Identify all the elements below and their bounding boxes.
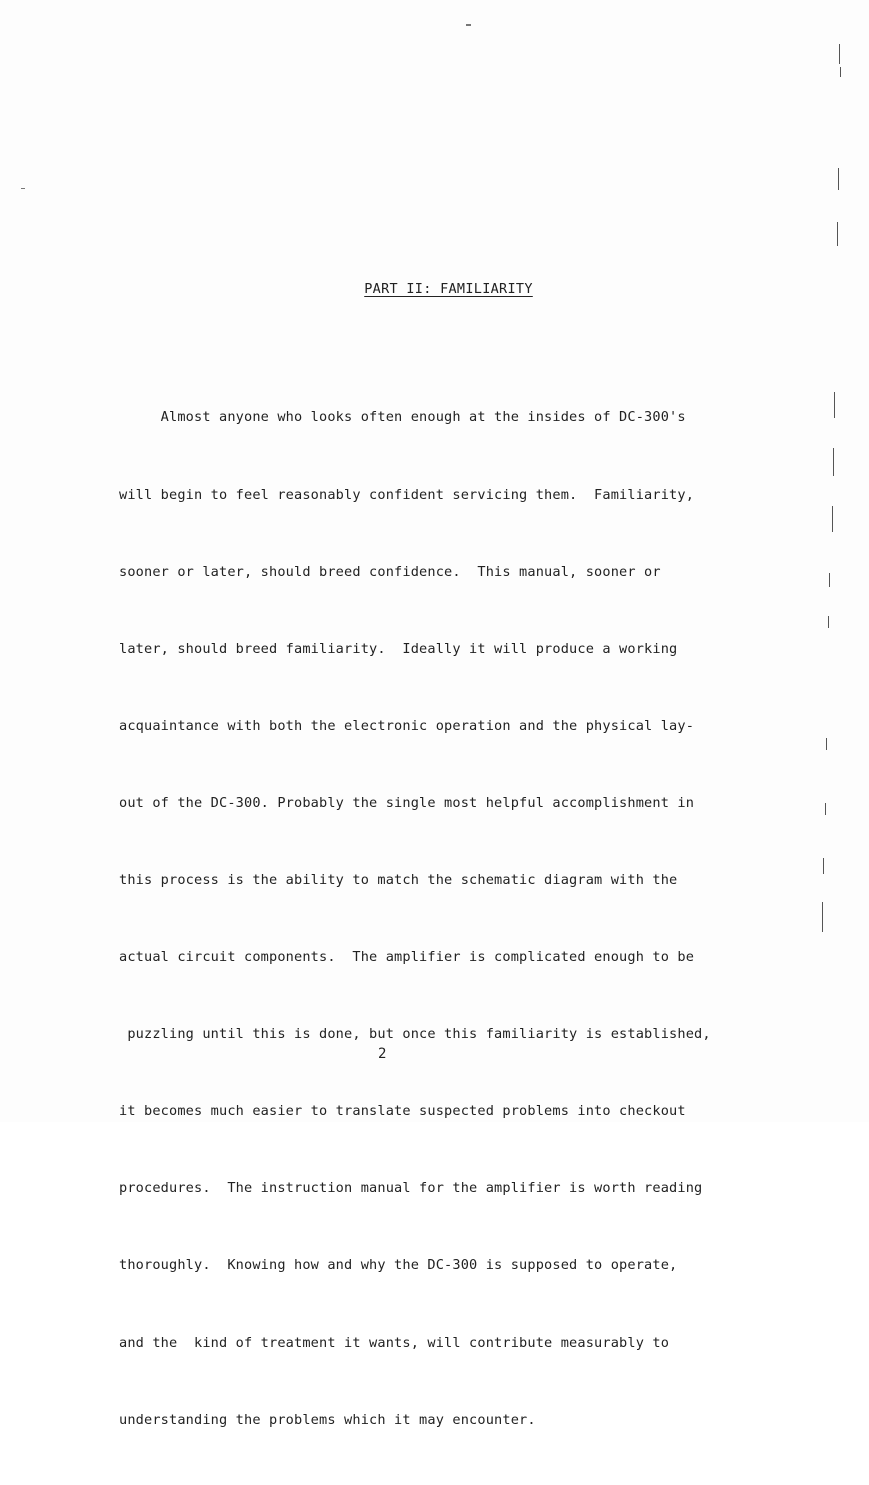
paragraph-line: later, should breed familiarity. Ideally it will produce a working xyxy=(119,640,678,657)
body-paragraph xyxy=(119,354,759,1485)
page-number: 2 xyxy=(378,1046,387,1062)
paragraph-line: out of the DC-300. Probably the single most helpful accomplishment in xyxy=(119,794,695,811)
paragraph-line: will begin to feel reasonably confident servicing them. Familiarity, xyxy=(119,486,695,503)
paragraph-line: procedures. The instruction manual for the amplifier is worth reading xyxy=(119,1180,703,1197)
scan-mark xyxy=(828,616,829,628)
paragraph-line: Almost anyone who looks often enough at the insides of DC-300's xyxy=(119,409,686,426)
scan-mark xyxy=(823,858,824,874)
scan-mark xyxy=(826,738,827,750)
scan-speck xyxy=(466,24,471,26)
scan-mark xyxy=(832,506,833,532)
section-heading-text: PART II: FAMILIARITY xyxy=(364,281,533,297)
scan-mark xyxy=(829,573,830,587)
scan-speck xyxy=(21,188,25,189)
paragraph-line: puzzling until this is done, but once this familiarity is established, xyxy=(119,1026,711,1043)
scan-mark xyxy=(833,448,834,476)
scan-mark xyxy=(839,44,840,64)
scan-mark xyxy=(837,222,838,246)
paragraph-line: thoroughly. Knowing how and why the DC-300 is supposed to operate, xyxy=(119,1257,678,1274)
scan-mark xyxy=(834,392,835,418)
paragraph-line: it becomes much easier to translate suspected problems into checkout xyxy=(119,1103,686,1120)
section-heading xyxy=(0,281,869,297)
paragraph-line: this process is the ability to match the schematic diagram with the xyxy=(119,871,678,888)
paragraph-line: sooner or later, should breed confidence. This manual, sooner or xyxy=(119,563,661,580)
paragraph-line: and the kind of treatment it wants, will contribute measurably to xyxy=(119,1334,670,1351)
scan-mark xyxy=(825,803,826,815)
scan-mark xyxy=(840,67,841,77)
paragraph-line: understanding the problems which it may encounter. xyxy=(119,1411,536,1428)
paragraph-line: acquaintance with both the electronic operation and the physical lay- xyxy=(119,717,695,734)
scan-mark xyxy=(838,168,839,190)
paragraph-line: actual circuit components. The amplifier is complicated enough to be xyxy=(119,949,695,966)
scan-mark xyxy=(822,902,823,932)
